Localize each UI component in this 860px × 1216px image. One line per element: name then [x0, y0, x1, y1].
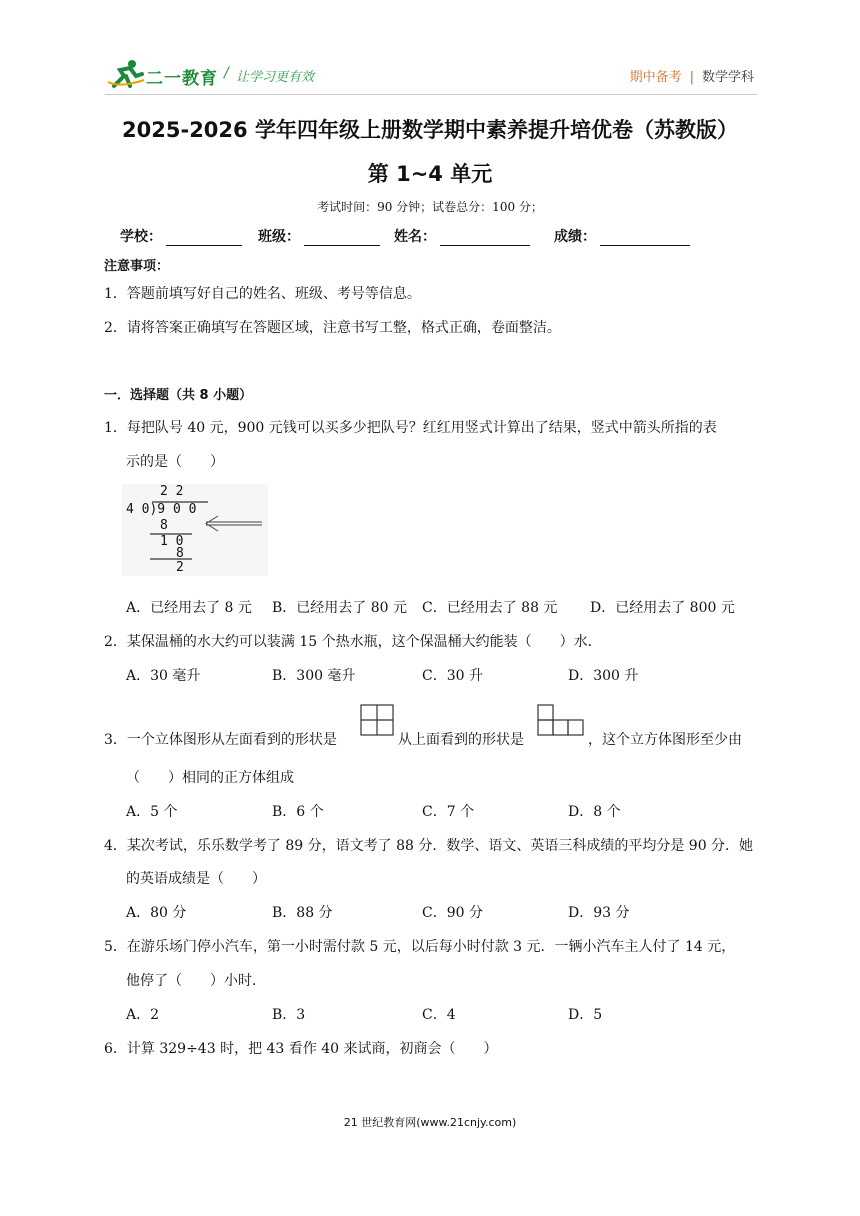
exam-info: 考试时间：90 分钟；试卷总分：100 分； — [317, 200, 543, 214]
school-field[interactable] — [120, 226, 242, 246]
notice-item: 1．答题前填写好自己的姓名、班级、考号等信息。 — [104, 286, 421, 302]
subject-label: 数学学科 — [701, 70, 754, 85]
option-b[interactable]: B．88 分 — [272, 905, 333, 921]
slogan: 让学习更有效 — [236, 70, 315, 85]
school-blank[interactable] — [166, 231, 242, 246]
question-1-line-2: 示的是（ ） — [126, 454, 224, 470]
option-a[interactable]: A．30 毫升 — [126, 668, 201, 684]
class-label: 班级： — [258, 229, 300, 245]
top-view-shape-icon — [537, 704, 585, 736]
option-d[interactable]: D．8 个 — [568, 804, 621, 820]
class-field[interactable] — [258, 226, 380, 246]
question-4-line-1: 4．某次考试，乐乐数学考了 89 分，语文考了 88 分．数学、语文、英语三科成绩的平均分是 90 分．她 — [104, 838, 754, 854]
name-blank[interactable] — [440, 231, 530, 246]
score-label: 成绩： — [554, 229, 596, 245]
section-title: 一．选择题（共 8 小题） — [104, 388, 253, 403]
option-b[interactable]: B．3 — [272, 1007, 306, 1023]
option-d[interactable]: D．已经用去了 800 元 — [590, 600, 735, 616]
notice-item: 2．请将答案正确填写在答题区域，注意书写工整，格式正确，卷面整洁。 — [104, 320, 561, 336]
exam-type-label: 期中备考 — [629, 70, 682, 85]
step-1: 8 — [160, 518, 168, 533]
score-blank[interactable] — [600, 231, 690, 246]
brand-name: 二一教育 — [146, 69, 218, 89]
footer-source: 21 世纪教育网(www.21cnjy.com) — [343, 1116, 517, 1129]
class-blank[interactable] — [304, 231, 380, 246]
step-2: 1 0 — [160, 534, 184, 549]
option-a[interactable]: A．5 个 — [126, 804, 178, 820]
option-a[interactable]: A．80 分 — [126, 905, 187, 921]
option-b[interactable]: B．6 个 — [272, 804, 324, 820]
header-divider — [105, 94, 757, 95]
question-3-part-4: （ ）相同的正方体组成 — [126, 770, 294, 786]
question-1-line-1: 1．每把队号 40 元，900 元钱可以买多少把队号？红红用竖式计算出了结果，竖式中箭头所指的表 — [104, 420, 717, 436]
option-c[interactable]: C．已经用去了 88 元 — [422, 600, 558, 616]
question-6-line-1: 6．计算 329÷43 时，把 43 看作 40 来试商，初商会（ ） — [104, 1041, 498, 1057]
question-2-line-1: 2．某保温桶的水大约可以装满 15 个热水瓶，这个保温桶大约能装（ ）水． — [104, 634, 602, 650]
header-separator: | — [689, 70, 694, 85]
page-subtitle: 第 1~4 单元 — [367, 162, 493, 186]
question-5-line-2: 他停了（ ）小时． — [126, 973, 266, 989]
school-label: 学校： — [120, 229, 162, 245]
remainder: 2 — [176, 560, 184, 575]
option-c[interactable]: C．7 个 — [422, 804, 475, 820]
option-c[interactable]: C．90 分 — [422, 905, 483, 921]
left-view-shape-icon — [360, 704, 394, 736]
quotient: 2 2 — [160, 484, 184, 499]
header-slash: / — [224, 65, 229, 81]
option-a[interactable]: A．已经用去了 8 元 — [126, 600, 252, 616]
question-3-part-1: 3．一个立体图形从左面看到的形状是 — [104, 732, 337, 748]
option-b[interactable]: B．已经用去了 80 元 — [272, 600, 408, 616]
option-b[interactable]: B．300 毫升 — [272, 668, 356, 684]
step-3: 8 — [176, 546, 184, 561]
header-right — [630, 66, 754, 85]
name-label: 姓名： — [394, 229, 436, 245]
question-3-part-2: 从上面看到的形状是 — [398, 732, 524, 748]
page-title: 2025-2026 学年四年级上册数学期中素养提升培优卷（苏教版） — [122, 118, 738, 142]
option-d[interactable]: D．300 升 — [568, 668, 639, 684]
runner-logo-icon — [106, 58, 146, 90]
option-d[interactable]: D．93 分 — [568, 905, 630, 921]
long-division-figure — [122, 484, 268, 576]
name-field[interactable] — [394, 226, 530, 246]
question-5-line-1: 5．在游乐场门停小汽车，第一小时需付款 5 元，以后每小时付款 3 元．一辆小汽车主人付了 14 元， — [104, 939, 736, 955]
option-c[interactable]: C．30 升 — [422, 668, 483, 684]
question-4-line-2: 的英语成绩是（ ） — [126, 871, 266, 887]
option-c[interactable]: C．4 — [422, 1007, 456, 1023]
option-a[interactable]: A．2 — [126, 1007, 160, 1023]
score-field[interactable] — [554, 226, 690, 246]
question-3-part-3: ，这个立方体图形至少由 — [588, 732, 742, 748]
option-d[interactable]: D．5 — [568, 1007, 603, 1023]
notice-heading: 注意事项： — [104, 259, 170, 274]
dividend-row: 4 0)9 0 0 — [126, 502, 197, 517]
